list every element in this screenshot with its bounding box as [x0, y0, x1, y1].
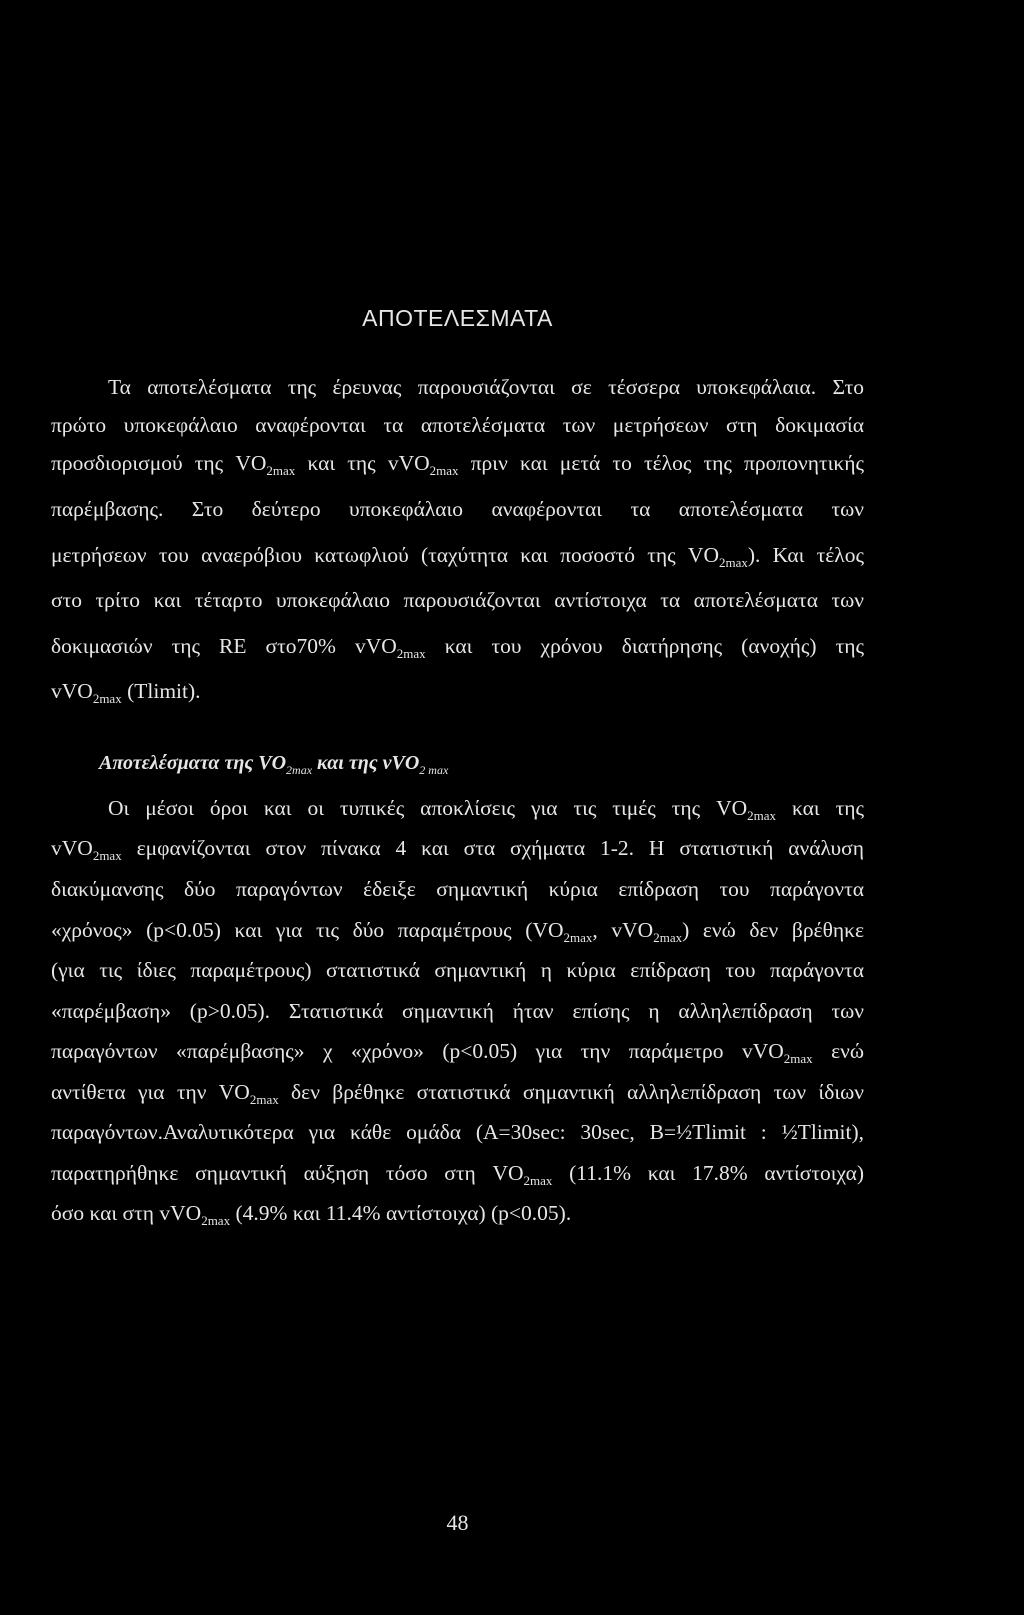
text: και της vVO: [312, 752, 420, 774]
subscript: 2max: [286, 763, 313, 777]
text: και της vVO: [295, 451, 430, 475]
text: παρέμβασης. Στο δεύτερο υποκεφάλαιο αναφέρονται τα αποτελέσματα των: [51, 497, 864, 521]
subscript: 2max: [653, 930, 683, 945]
intro-line-2: [51, 410, 864, 440]
text: παραγόντων «παρέμβασης» χ «χρόνο» (p<0.05) για την παράμετρο vVO: [51, 1039, 784, 1063]
body-line-1: [108, 793, 864, 826]
text: (Tlimit).: [121, 679, 201, 703]
text: , vVO: [592, 918, 654, 942]
body-line-3: [51, 874, 864, 904]
body-line-6: [51, 996, 864, 1026]
intro-line-6: [51, 585, 864, 615]
text: και της: [776, 796, 865, 820]
subscript: 2max: [92, 691, 122, 706]
text: πριν και μετά το τέλος της προπονητικής: [458, 451, 864, 475]
text: «παρέμβαση» (p>0.05). Στατιστικά σημαντική ήταν επίσης η αλληλεπίδραση των: [51, 999, 864, 1023]
intro-line-7: [51, 631, 864, 664]
sub-heading: [99, 752, 448, 775]
text: προσδιορισμού της VO: [51, 451, 267, 475]
subscript: 2max: [266, 463, 296, 478]
intro-line-1: [108, 372, 864, 402]
text: (4.9% και 11.4% αντίστοιχα) (p<0.05).: [230, 1201, 572, 1225]
text: στο τρίτο και τέταρτο υποκεφάλαιο παρουσιάζονται αντίστοιχα τα αποτελέσματα των: [51, 588, 864, 612]
text: vVO: [51, 679, 93, 703]
section-heading: ΑΠΟΤΕΛΕΣΜΑΤΑ: [362, 305, 553, 331]
body-line-9: [51, 1117, 864, 1147]
subscript: 2max: [429, 463, 459, 478]
body-line-5: [51, 955, 864, 985]
intro-line-8: [51, 676, 864, 709]
body-line-4: [51, 915, 864, 948]
text: «χρόνος» (p<0.05) και για τις δύο παραμέτρους (VO: [51, 918, 564, 942]
subscript: 2max: [563, 930, 593, 945]
intro-line-5: [51, 540, 864, 573]
body-line-11: [51, 1198, 864, 1231]
page-number: 48: [446, 1510, 469, 1535]
text: Τα αποτελέσματα της έρευνας παρουσιάζονται σε τέσσερα υποκεφάλαια. Στο: [108, 375, 864, 399]
text: ενώ: [812, 1039, 864, 1063]
intro-line-4: [51, 494, 864, 524]
text: παρατηρήθηκε σημαντική αύξηση τόσο στη VO: [51, 1161, 524, 1185]
intro-line-3: [51, 448, 864, 481]
text: ) ενώ δεν βρέθηκε: [682, 918, 864, 942]
text: αντίθετα για την VO: [51, 1080, 250, 1104]
subscript: 2max: [523, 1173, 553, 1188]
text: (για τις ίδιες παραμέτρους) στατιστικά σημαντική η κύρια επίδραση του παράγοντα: [51, 958, 864, 982]
text: όσο και στη vVO: [51, 1201, 202, 1225]
subscript: 2max: [783, 1051, 813, 1066]
text: εμφανίζονται στον πίνακα 4 και στα σχήματα 1-2. Η στατιστική ανάλυση: [121, 836, 864, 860]
subscript: 2max: [718, 555, 748, 570]
subscript: 2max: [396, 646, 426, 661]
subscript: 2 max: [419, 763, 449, 777]
subscript: 2max: [249, 1092, 279, 1107]
text: δεν βρέθηκε στατιστικά σημαντική αλληλεπίδραση των ίδιων: [278, 1080, 864, 1104]
text: ). Και τέλος: [747, 543, 864, 567]
text: μετρήσεων του αναερόβιου κατωφλιού (ταχύτητα και ποσοστό της VO: [51, 543, 719, 567]
text: (11.1% και 17.8% αντίστοιχα): [552, 1161, 864, 1185]
text: και του χρόνου διατήρησης (ανοχής) της: [425, 634, 864, 658]
text: δοκιμασιών της RE στο70% vVO: [51, 634, 397, 658]
body-line-8: [51, 1077, 864, 1110]
text: vVO: [51, 836, 93, 860]
text: Οι μέσοι όροι και οι τυπικές αποκλίσεις για τις τιμές της VO: [108, 796, 748, 820]
text: παραγόντων.Αναλυτικότερα για κάθε ομάδα (A=30sec: 30sec, B=½Tlimit : ½Tlimit),: [51, 1120, 864, 1144]
subscript: 2max: [92, 848, 122, 863]
subscript: 2max: [201, 1213, 231, 1228]
text: πρώτο υποκεφάλαιο αναφέρονται τα αποτελέσματα των μετρήσεων στη δοκιμασία: [51, 413, 864, 437]
body-line-7: [51, 1036, 864, 1069]
subscript: 2max: [747, 808, 777, 823]
body-line-2: [51, 833, 864, 866]
text: Αποτελέσματα της VO: [99, 752, 287, 774]
body-line-10: [51, 1158, 864, 1191]
text: διακύμανσης δύο παραγόντων έδειξε σημαντική κύρια επίδραση του παράγοντα: [51, 877, 864, 901]
